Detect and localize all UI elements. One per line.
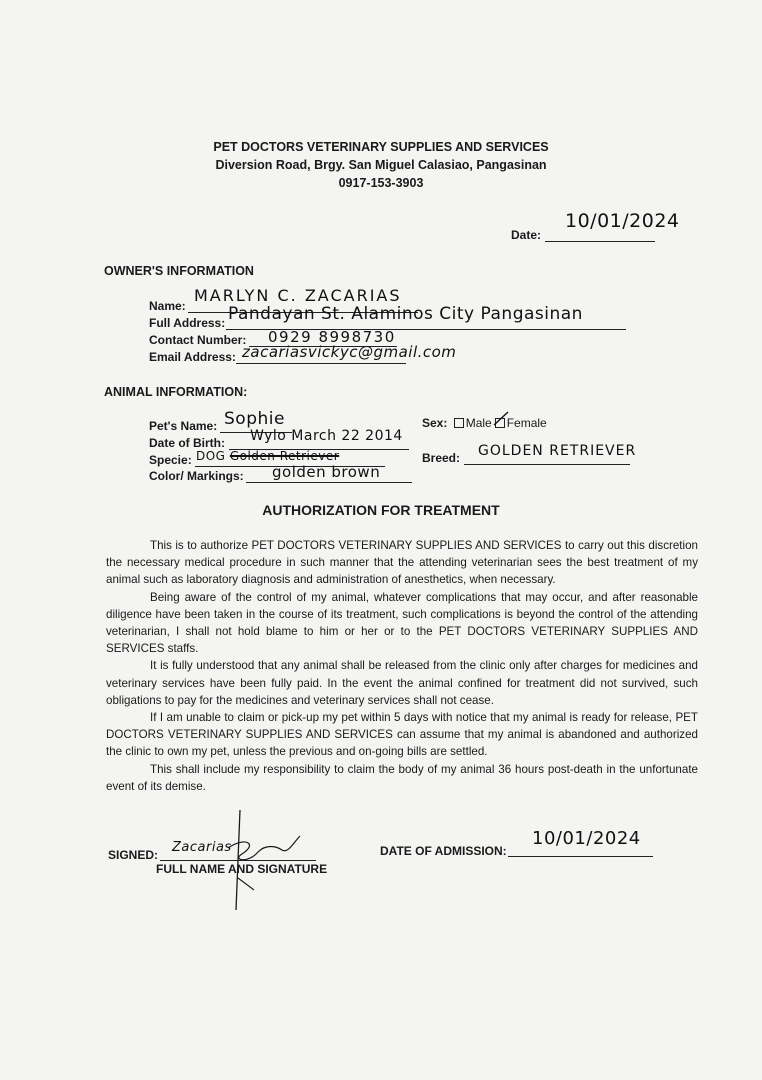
- admission-label: DATE OF ADMISSION:: [380, 844, 507, 858]
- dob-label: Date of Birth:: [149, 436, 225, 450]
- sex-field: [422, 416, 547, 430]
- breed-label: Breed:: [422, 451, 461, 465]
- full-name-signature-label: FULL NAME AND SIGNATURE: [156, 862, 328, 876]
- sex-male-label: Male: [465, 416, 492, 430]
- owner-contact-value: 0929 8998730: [268, 328, 396, 346]
- owner-email-value: zacariasvickyc@gmail.com: [242, 343, 457, 361]
- date-label: Date:: [511, 228, 542, 242]
- owner-name-label: Name:: [149, 299, 186, 313]
- pet-name-label: Pet's Name:: [149, 419, 218, 433]
- species-value: DOG: [196, 449, 226, 463]
- species-label: Specie:: [149, 453, 192, 467]
- color-label: Color/ Markings:: [149, 469, 244, 483]
- date-line: [545, 241, 655, 242]
- dob-value: Wylo March 22 2014: [250, 428, 403, 444]
- species-struck-value: Golden Retriever: [229, 449, 340, 463]
- authorization-body: [106, 537, 698, 795]
- company-name: PET DOCTORS VETERINARY SUPPLIES AND SERVICES: [213, 140, 549, 154]
- owner-address-value: Pandayan St. Alaminos City Pangasinan: [228, 304, 583, 324]
- breed-value: GOLDEN RETRIEVER: [478, 443, 637, 459]
- authorization-paragraph-3: It is fully understood that any animal shall be released from the clinic only after charges for medicines and veterinary services have been fully paid. In the event the animal confined for treatment did not survived, such obligations to pay for the medicines and veterinary services shall not cease.: [106, 659, 698, 707]
- breed-line: [464, 464, 630, 465]
- owner-contact-label: Contact Number:: [149, 333, 247, 347]
- authorization-paragraph-1: This is to authorize PET DOCTORS VETERINARY SUPPLIES AND SERVICES to carry out this discretion the necessary medical procedure in such manner that the attending veterinarian sees the best treatment of my animal such as laboratory diagnosis and administration of anesthetics, when necessary.: [106, 539, 698, 587]
- signed-label: SIGNED:: [108, 848, 159, 862]
- letterhead: [0, 138, 762, 192]
- checkmark-icon: [492, 411, 510, 427]
- date-value: 10/01/2024: [565, 210, 680, 232]
- signature-text: Zacarias: [172, 840, 232, 855]
- animal-section-title: ANIMAL INFORMATION:: [104, 385, 248, 399]
- sex-female-label: Female: [506, 416, 547, 430]
- authorization-paragraph-2: Being aware of the control of my animal, whatever complications that may occur, and after reasonable diligence have been taken in the course of its treatment, such complications is beyond the control of the attending veterinarian, I shall not hold blame to him or her or to the PET DOCTORS VETERINARY SUPPLIES AND SERVICES staffs.: [106, 590, 698, 656]
- owner-email-line: [236, 363, 406, 364]
- owner-address-label: Full Address:: [149, 316, 226, 330]
- species-value-group: [196, 449, 339, 463]
- color-value: golden brown: [272, 463, 381, 481]
- authorization-title: AUTHORIZATION FOR TREATMENT: [262, 502, 500, 518]
- owner-name-value: MARLYN C. ZACARIAS: [194, 286, 402, 305]
- admission-line: [508, 856, 653, 857]
- company-address: Diversion Road, Brgy. San Miguel Calasiao, Pangasinan: [215, 158, 547, 172]
- company-phone: 0917-153-3903: [338, 176, 424, 190]
- authorization-paragraph-5: This shall include my responsibility to claim the body of my animal 36 hours post-death in the unfortunate event of its demise.: [106, 762, 698, 793]
- sex-male-checkbox[interactable]: [454, 418, 464, 428]
- signature-scribble-icon: [218, 806, 308, 914]
- owner-section-title: OWNER'S INFORMATION: [104, 264, 254, 278]
- admission-value: 10/01/2024: [532, 828, 641, 849]
- sex-label: Sex:: [422, 416, 448, 430]
- pet-name-value: Sophie: [224, 409, 285, 429]
- sex-female-checkbox[interactable]: [495, 418, 505, 428]
- color-line: [246, 482, 412, 483]
- owner-email-label: Email Address:: [149, 350, 236, 364]
- authorization-paragraph-4: If I am unable to claim or pick-up my pet within 5 days with notice that my animal is ready for release, PET DOCTORS VETERINARY SUPPLIES AND SERVICES can assume that my animal is abandoned and authorized the clinic to own my pet, unless the previous and on-going bills are settled.: [106, 711, 698, 759]
